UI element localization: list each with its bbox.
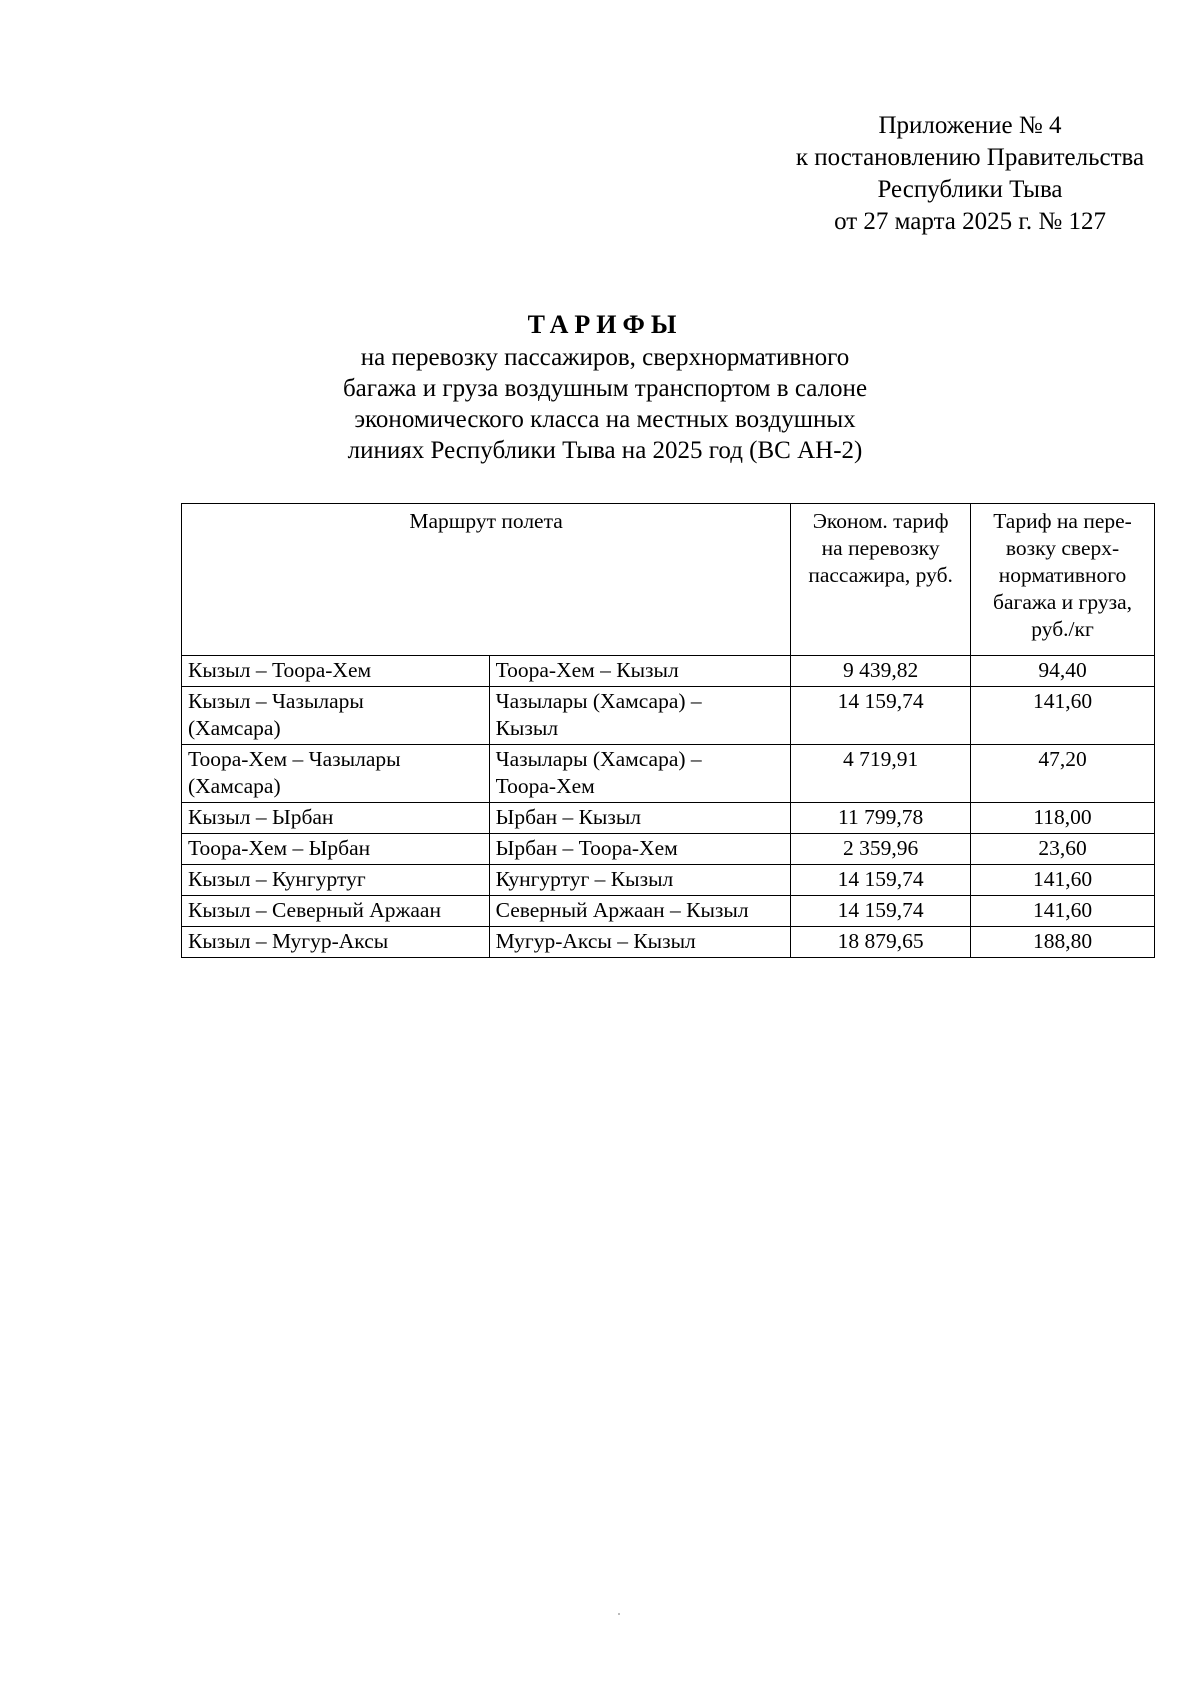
table-row (182, 687, 1155, 745)
table-row (182, 865, 1155, 896)
route-return-cell: Ырбан – Тоора-Хем (489, 834, 791, 865)
passenger-fare-cell: 14 159,74 (791, 896, 971, 927)
appendix-republic-line: Республики Тыва (877, 176, 1063, 203)
table-row (182, 896, 1155, 927)
route-return-cell: Ырбан – Кызыл (489, 803, 791, 834)
passenger-fare-cell: 9 439,82 (791, 656, 971, 687)
route-outbound-cell: Кызыл – Мугур-Аксы (182, 927, 490, 958)
route-outbound-cell: Кызыл – Ырбан (182, 803, 490, 834)
header-cargo-fare: Тариф на пере- возку сверх- нормативного багажа и груза, руб./кг (971, 504, 1155, 656)
route-return-cell: Тоора-Хем – Кызыл (489, 656, 791, 687)
route-return-cell: Мугур-Аксы – Кызыл (489, 927, 791, 958)
appendix-reference (740, 110, 1200, 238)
route-outbound-cell: Тоора-Хем – Чазылары (Хамсара) (182, 745, 490, 803)
document-title: ТАРИФЫ (527, 310, 683, 339)
cargo-fare-cell: 141,60 (971, 687, 1155, 745)
passenger-fare-cell: 4 719,91 (791, 745, 971, 803)
passenger-fare-cell: 14 159,74 (791, 687, 971, 745)
header-passenger-fare: Эконом. тариф на перевозку пассажира, руб. (791, 504, 971, 656)
scan-speck (618, 1613, 620, 1615)
cargo-fare-cell: 188,80 (971, 927, 1155, 958)
route-outbound-cell: Кызыл – Чазылары (Хамсара) (182, 687, 490, 745)
route-outbound-cell: Кызыл – Кунгуртуг (182, 865, 490, 896)
appendix-resolution-line: к постановлению Правительства (795, 144, 1145, 171)
table-row (182, 656, 1155, 687)
passenger-fare-cell: 2 359,96 (791, 834, 971, 865)
document-subtitle-line: экономического класса на местных воздушных (354, 406, 856, 433)
cargo-fare-cell: 23,60 (971, 834, 1155, 865)
cargo-fare-cell: 141,60 (971, 896, 1155, 927)
cargo-fare-cell: 141,60 (971, 865, 1155, 896)
document-subtitle-line: багажа и груза воздушным транспортом в салоне (342, 375, 868, 402)
route-outbound-cell: Кызыл – Тоора-Хем (182, 656, 490, 687)
table-header-row (182, 504, 1155, 656)
table-row (182, 927, 1155, 958)
appendix-number: Приложение № 4 (878, 112, 1062, 139)
route-outbound-cell: Тоора-Хем – Ырбан (182, 834, 490, 865)
tariffs-table (181, 503, 1155, 958)
appendix-date-line: от 27 марта 2025 г. № 127 (834, 208, 1106, 235)
document-subtitle-line: на перевозку пассажиров, сверхнормативного (360, 344, 850, 371)
route-outbound-cell: Кызыл – Северный Аржаан (182, 896, 490, 927)
cargo-fare-cell: 94,40 (971, 656, 1155, 687)
cargo-fare-cell: 118,00 (971, 803, 1155, 834)
document-heading (300, 308, 910, 466)
table-row (182, 745, 1155, 803)
header-route: Маршрут полета (182, 504, 791, 656)
table-row (182, 803, 1155, 834)
passenger-fare-cell: 18 879,65 (791, 927, 971, 958)
route-return-cell: Чазылары (Хамсара) – Тоора-Хем (489, 745, 791, 803)
document-subtitle-line: линиях Республики Тыва на 2025 год (ВС АН-2) (347, 437, 863, 464)
route-return-cell: Чазылары (Хамсара) – Кызыл (489, 687, 791, 745)
tariffs-table-body (182, 656, 1155, 958)
cargo-fare-cell: 47,20 (971, 745, 1155, 803)
route-return-cell: Кунгуртуг – Кызыл (489, 865, 791, 896)
passenger-fare-cell: 11 799,78 (791, 803, 971, 834)
route-return-cell: Северный Аржаан – Кызыл (489, 896, 791, 927)
table-row (182, 834, 1155, 865)
passenger-fare-cell: 14 159,74 (791, 865, 971, 896)
